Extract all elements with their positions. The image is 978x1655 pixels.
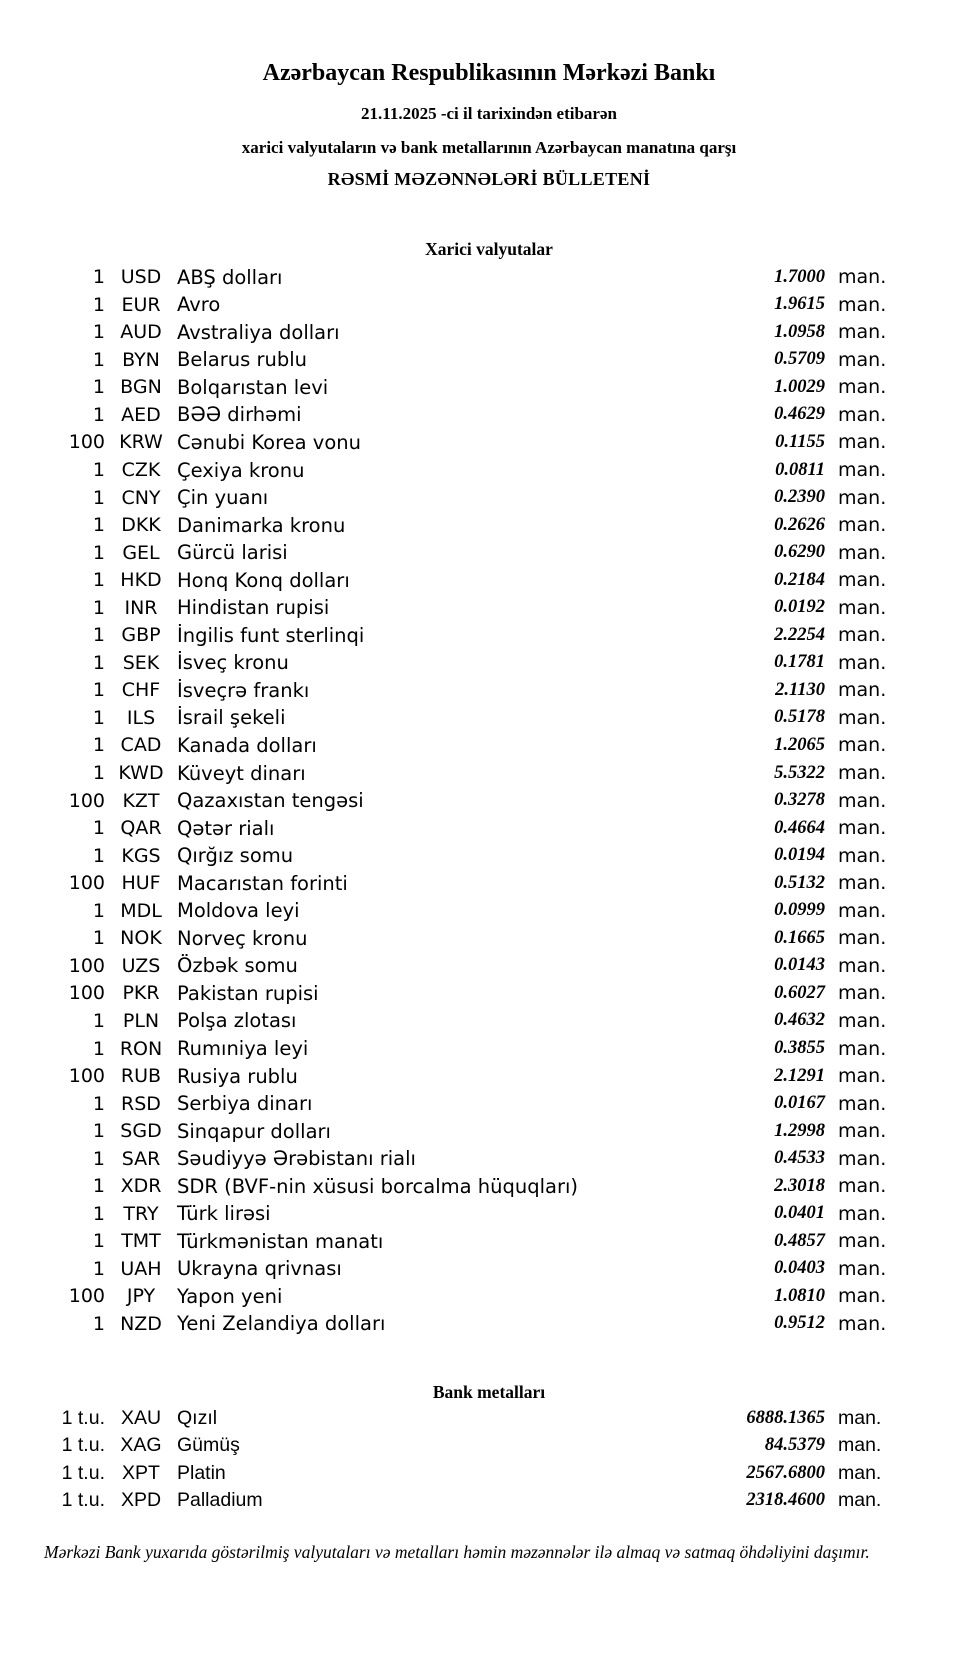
unit-label: man.	[838, 596, 887, 619]
rate-row	[40, 925, 900, 953]
bulletin-subtitle: xarici valyutaların və bank metallarının Azərbaycan manatına qarşı	[241, 137, 737, 157]
currency-name: Hindistan rupisi	[177, 596, 330, 620]
rate-row	[40, 319, 900, 347]
rate-value: 5.5322	[774, 762, 825, 783]
unit-label: man.	[838, 1009, 887, 1032]
rate-row	[40, 263, 900, 291]
currency-code: CNY	[121, 486, 161, 509]
currency-code: SEK	[122, 651, 160, 674]
metal-name: Palladium	[177, 1489, 263, 1512]
rate-value: 0.9512	[774, 1313, 825, 1334]
rate-value: 0.0194	[774, 845, 825, 866]
rate-row	[40, 704, 900, 732]
rate-value: 0.4632	[774, 1010, 825, 1031]
currency-code: RON	[119, 1037, 163, 1060]
rate-row	[40, 787, 900, 815]
currency-code: UAH	[120, 1257, 162, 1280]
metal-rate-table	[0, 1405, 978, 1515]
rate-value: 0.5132	[774, 872, 825, 893]
unit-label: man.	[838, 1434, 882, 1457]
currency-name: Çin yuanı	[177, 486, 269, 510]
bank-title: Azərbaycan Respublikasının Mərkəzi Bankı	[262, 60, 716, 86]
currency-code: TMT	[121, 1230, 161, 1253]
currency-code: SGD	[120, 1120, 162, 1143]
currency-code: KZT	[122, 789, 160, 812]
currency-name: Yeni Zelandiya dolları	[177, 1312, 386, 1336]
effective-date: 21.11.2025 -ci il tarixindən etibarən	[361, 103, 617, 123]
quantity-value: 1 t.u.	[61, 1489, 105, 1512]
unit-label: man.	[838, 403, 887, 426]
quantity-value: 1	[92, 514, 105, 537]
currency-code: XPT	[122, 1461, 160, 1484]
unit-label: man.	[838, 1175, 887, 1198]
currency-code: CZK	[121, 459, 161, 482]
rate-row	[40, 1007, 900, 1035]
rate-value: 0.0999	[774, 900, 825, 921]
currency-code: TRY	[123, 1202, 159, 1225]
unit-label: man.	[838, 982, 887, 1005]
currency-code: AUD	[120, 321, 162, 344]
currency-code: INR	[124, 596, 158, 619]
quantity-value: 1	[92, 1175, 105, 1198]
rate-value: 0.0403	[774, 1258, 825, 1279]
unit-label: man.	[838, 927, 887, 950]
unit-label: man.	[838, 1406, 882, 1429]
quantity-value: 1	[92, 817, 105, 840]
bulletin-title: RƏSMİ MƏZƏNNƏLƏRİ BÜLLETENİ	[327, 169, 651, 190]
currency-code: XAG	[120, 1434, 162, 1457]
bulletin-page	[0, 60, 978, 1655]
unit-label: man.	[838, 541, 887, 564]
quantity-value: 1	[92, 1037, 105, 1060]
rate-value: 0.6027	[774, 982, 825, 1003]
rate-value: 0.4629	[774, 404, 825, 425]
rate-row	[40, 1432, 900, 1459]
currency-code: RUB	[120, 1065, 162, 1088]
quantity-value: 1	[92, 403, 105, 426]
rate-row	[40, 1255, 900, 1283]
quantity-value: 1	[92, 1312, 105, 1335]
currency-code: HUF	[121, 872, 161, 895]
quantity-value: 1	[92, 459, 105, 482]
currency-name: Honq Konq dolları	[177, 568, 350, 592]
unit-label: man.	[838, 459, 887, 482]
rate-value: 2318.4600	[746, 1490, 825, 1511]
currency-name: Danimarka kronu	[177, 513, 346, 537]
rate-row	[40, 869, 900, 897]
quantity-value: 1	[92, 734, 105, 757]
quantity-value: 1	[92, 596, 105, 619]
currency-code: QAR	[120, 817, 162, 840]
currency-code: MDL	[120, 899, 162, 922]
unit-label: man.	[838, 817, 887, 840]
rate-value: 0.1781	[774, 652, 825, 673]
quantity-value: 1	[92, 899, 105, 922]
rate-value: 0.2184	[774, 569, 825, 590]
unit-label: man.	[838, 1092, 887, 1115]
rate-value: 0.4857	[774, 1230, 825, 1251]
currency-code: EUR	[121, 293, 161, 316]
rate-row	[40, 842, 900, 870]
rate-value: 84.5379	[764, 1435, 825, 1456]
currency-code: BGN	[120, 376, 162, 399]
rate-row	[40, 291, 900, 319]
rate-row	[40, 1090, 900, 1118]
quantity-value: 1	[92, 1230, 105, 1253]
quantity-value: 100	[68, 954, 105, 977]
currency-name: Gürcü larisi	[177, 541, 288, 565]
rate-row	[40, 456, 900, 484]
unit-label: man.	[838, 1120, 887, 1143]
unit-label: man.	[838, 706, 887, 729]
currency-name: ABŞ dolları	[177, 265, 283, 289]
currency-rate-table	[0, 263, 978, 1337]
currency-name: Ukrayna qrivnası	[177, 1257, 342, 1281]
currency-name: İsveçrə frankı	[177, 678, 310, 702]
quantity-value: 1	[92, 624, 105, 647]
unit-label: man.	[838, 624, 887, 647]
quantity-value: 1 t.u.	[61, 1461, 105, 1484]
currency-name: Qətər rialı	[177, 816, 275, 840]
rate-value: 0.1155	[775, 431, 825, 452]
rate-row	[40, 429, 900, 457]
unit-label: man.	[838, 1312, 887, 1335]
currency-name: Çexiya kronu	[177, 458, 305, 482]
unit-label: man.	[838, 266, 887, 289]
unit-label: man.	[838, 872, 887, 895]
quantity-value: 1	[92, 486, 105, 509]
quantity-value: 1	[92, 321, 105, 344]
rate-row	[40, 1228, 900, 1256]
unit-label: man.	[838, 762, 887, 785]
currency-name: Sinqapur dolları	[177, 1119, 331, 1143]
currency-name: İsveç kronu	[177, 651, 289, 675]
unit-label: man.	[838, 679, 887, 702]
rate-value: 1.0810	[774, 1285, 825, 1306]
unit-label: man.	[838, 1257, 887, 1280]
rate-row	[40, 1117, 900, 1145]
rate-row	[40, 1310, 900, 1338]
currency-name: Küveyt dinarı	[177, 761, 306, 785]
rate-row	[40, 1145, 900, 1173]
rate-row	[40, 594, 900, 622]
currency-name: Polşa zlotası	[177, 1009, 297, 1033]
rate-value: 0.0401	[774, 1203, 825, 1224]
currency-name: Türkmənistan manatı	[177, 1229, 384, 1253]
currency-name: Norveç kronu	[177, 926, 308, 950]
currency-code: RSD	[121, 1092, 161, 1115]
rate-row	[40, 1200, 900, 1228]
quantity-value: 1 t.u.	[61, 1406, 105, 1429]
currency-section-title: Xarici valyutalar	[425, 239, 553, 260]
quantity-value: 1	[92, 1009, 105, 1032]
rate-value: 1.0958	[774, 321, 825, 342]
rate-row	[40, 1283, 900, 1311]
currency-code: BYN	[122, 348, 160, 371]
rate-value: 2.3018	[774, 1175, 825, 1196]
rate-value: 0.1665	[774, 927, 825, 948]
currency-code: CAD	[120, 734, 162, 757]
quantity-value: 1	[92, 1202, 105, 1225]
unit-label: man.	[838, 899, 887, 922]
rate-row	[40, 1035, 900, 1063]
quantity-value: 1	[92, 762, 105, 785]
rate-value: 2.1130	[775, 679, 825, 700]
unit-label: man.	[838, 376, 887, 399]
metal-name: Gümüş	[177, 1434, 240, 1457]
unit-label: man.	[838, 844, 887, 867]
unit-label: man.	[838, 1230, 887, 1253]
currency-code: PLN	[122, 1009, 160, 1032]
rate-value: 0.0192	[774, 597, 825, 618]
quantity-value: 100	[68, 1285, 105, 1308]
currency-code: CHF	[121, 679, 161, 702]
unit-label: man.	[838, 1285, 887, 1308]
quantity-value: 1	[92, 348, 105, 371]
currency-name: Kanada dolları	[177, 733, 317, 757]
currency-name: Yapon yeni	[177, 1284, 283, 1308]
quantity-value: 1	[92, 651, 105, 674]
quantity-value: 1	[92, 1257, 105, 1280]
currency-name: Cənubi Korea vonu	[177, 430, 361, 454]
currency-name: Moldova leyi	[177, 899, 300, 923]
quantity-value: 100	[68, 431, 105, 454]
rate-value: 0.0143	[774, 955, 825, 976]
currency-name: Macarıstan forinti	[177, 871, 348, 895]
unit-label: man.	[838, 734, 887, 757]
rate-row	[40, 511, 900, 539]
rate-row	[40, 401, 900, 429]
rate-row	[40, 677, 900, 705]
rate-value: 6888.1365	[746, 1407, 825, 1428]
currency-name: SDR (BVF-nin xüsusi borcalma hüquqları)	[177, 1174, 579, 1198]
currency-code: GEL	[122, 541, 160, 564]
currency-name: Rusiya rublu	[177, 1064, 298, 1088]
quantity-value: 1	[92, 706, 105, 729]
rate-row	[40, 814, 900, 842]
rate-value: 0.5709	[774, 349, 825, 370]
rate-value: 0.0811	[775, 459, 825, 480]
unit-label: man.	[838, 1461, 882, 1484]
currency-name: Səudiyyə Ərəbistanı rialı	[177, 1147, 416, 1171]
rate-value: 0.5178	[774, 707, 825, 728]
rate-row	[40, 539, 900, 567]
unit-label: man.	[838, 1202, 887, 1225]
quantity-value: 1	[92, 569, 105, 592]
currency-code: JPY	[126, 1285, 156, 1308]
unit-label: man.	[838, 431, 887, 454]
rate-row	[40, 1062, 900, 1090]
quantity-value: 100	[68, 872, 105, 895]
quantity-value: 1	[92, 1092, 105, 1115]
quantity-value: 1 t.u.	[61, 1434, 105, 1457]
metal-section-title: Bank metalları	[432, 1381, 546, 1402]
quantity-value: 1	[92, 844, 105, 867]
rate-value: 2.1291	[774, 1065, 825, 1086]
unit-label: man.	[838, 1147, 887, 1170]
currency-code: HKD	[120, 569, 162, 592]
rate-value: 0.4664	[774, 817, 825, 838]
currency-name: Bolqarıstan levi	[177, 375, 329, 399]
currency-name: Özbək somu	[177, 954, 298, 978]
rate-row	[40, 732, 900, 760]
quantity-value: 1	[92, 679, 105, 702]
currency-name: Serbiya dinarı	[177, 1092, 313, 1116]
rate-value: 1.2998	[774, 1120, 825, 1141]
unit-label: man.	[838, 569, 887, 592]
rate-value: 0.6290	[774, 542, 825, 563]
currency-code: AED	[121, 403, 161, 426]
currency-name: Rumıniya leyi	[177, 1037, 309, 1060]
rate-row	[40, 484, 900, 512]
unit-label: man.	[838, 1037, 887, 1060]
currency-name: Türk lirəsi	[177, 1202, 271, 1226]
quantity-value: 1	[92, 293, 105, 316]
rate-row	[40, 1405, 900, 1432]
rate-value: 1.0029	[774, 376, 825, 397]
currency-code: KWD	[118, 762, 164, 785]
rate-value: 1.7000	[774, 266, 825, 287]
currency-code: KGS	[121, 844, 161, 867]
currency-code: XPD	[120, 1489, 162, 1512]
currency-code: DKK	[121, 514, 161, 537]
quantity-value: 100	[68, 789, 105, 812]
rate-value: 0.3855	[774, 1038, 825, 1058]
unit-label: man.	[838, 1065, 887, 1088]
disclaimer-text: Mərkəzi Bank yuxarıda göstərilmiş valyutaları və metalları həmin məzənnələr ilə almaq və satmaq öhdəliyini daşımır.	[44, 1542, 870, 1563]
unit-label: man.	[838, 1489, 882, 1512]
quantity-value: 100	[68, 1065, 105, 1088]
rate-row	[40, 346, 900, 374]
metal-name: Qızıl	[177, 1406, 218, 1429]
quantity-value: 1	[92, 376, 105, 399]
unit-label: man.	[838, 293, 887, 316]
metal-name: Platin	[177, 1461, 226, 1484]
currency-name: Qırğız somu	[177, 844, 294, 868]
currency-name: Avstraliya dolları	[177, 320, 340, 344]
unit-label: man.	[838, 321, 887, 344]
unit-label: man.	[838, 514, 887, 537]
currency-name: Belarus rublu	[177, 348, 308, 372]
rate-row	[40, 1487, 900, 1514]
rate-row	[40, 897, 900, 925]
currency-code: KRW	[119, 431, 163, 454]
unit-label: man.	[838, 954, 887, 977]
currency-code: SAR	[121, 1147, 161, 1170]
quantity-value: 1	[92, 1120, 105, 1143]
rate-value: 1.2065	[774, 734, 825, 755]
currency-name: İngilis funt sterlinqi	[177, 623, 365, 647]
unit-label: man.	[838, 348, 887, 371]
rate-value: 0.3278	[774, 790, 825, 811]
currency-code: ILS	[126, 706, 156, 729]
currency-code: USD	[120, 266, 162, 289]
rate-value: 0.2626	[774, 514, 825, 535]
rate-value: 2.2254	[774, 624, 825, 645]
rate-value: 2567.6800	[746, 1462, 825, 1483]
rate-row	[40, 1460, 900, 1487]
rate-row	[40, 1172, 900, 1200]
unit-label: man.	[838, 486, 887, 509]
quantity-value: 1	[92, 927, 105, 950]
quantity-value: 1	[92, 1147, 105, 1170]
rate-row	[40, 622, 900, 650]
rate-row	[40, 566, 900, 594]
rate-value: 0.4533	[774, 1148, 825, 1169]
currency-name: BƏƏ dirhəmi	[177, 403, 302, 427]
rate-row	[40, 952, 900, 980]
currency-name: Pakistan rupisi	[177, 981, 319, 1005]
rate-row	[40, 374, 900, 402]
rate-value: 0.0167	[774, 1093, 825, 1114]
currency-name: İsrail şekeli	[177, 706, 286, 730]
currency-name: Avro	[177, 293, 221, 317]
currency-code: NOK	[120, 927, 162, 950]
currency-code: NZD	[120, 1312, 162, 1335]
quantity-value: 100	[68, 982, 105, 1005]
rate-value: 1.9615	[774, 294, 825, 315]
rate-row	[40, 980, 900, 1008]
currency-code: XAU	[120, 1406, 162, 1429]
rate-row	[40, 759, 900, 787]
rate-value: 0.2390	[774, 487, 825, 508]
currency-code: PKR	[122, 982, 160, 1005]
currency-code: GBP	[121, 624, 161, 647]
quantity-value: 1	[92, 266, 105, 289]
currency-code: UZS	[121, 954, 161, 977]
rate-row	[40, 649, 900, 677]
currency-code: XDR	[120, 1175, 162, 1198]
unit-label: man.	[838, 789, 887, 812]
quantity-value: 1	[92, 541, 105, 564]
currency-name: Qazaxıstan tengəsi	[177, 789, 364, 813]
unit-label: man.	[838, 651, 887, 674]
